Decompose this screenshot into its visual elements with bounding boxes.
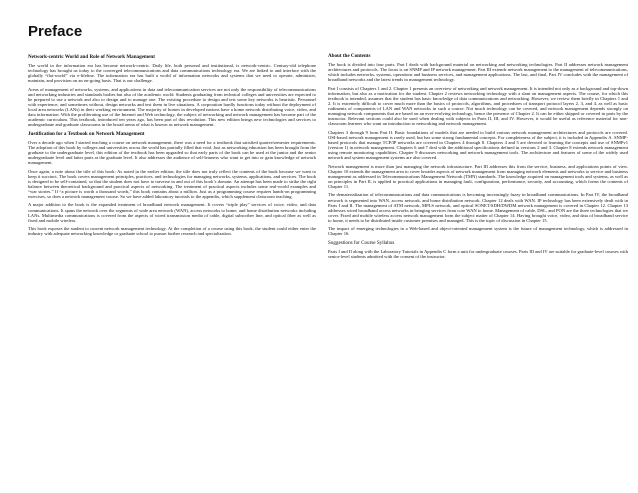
page-title: Preface bbox=[28, 23, 83, 40]
paragraph: The book is divided into four parts. Part I deals with background material on networking and networking technologies. Part II addresses network management architectures and protocols. The focus is on SNMP and IP network management. Part III extends network management to the management of telecommunications, which includes networks, systems, operations and business services, and management applications. The last, and final, Part IV concludes with the management of broadband networks and the latest trends in management technology. bbox=[328, 62, 628, 83]
section-heading-about-contents: About the Contents bbox=[328, 53, 371, 59]
paragraph: Chapters 3 through 9 form Part II. Basic foundations of models that are needed to build various network management architectures and protocols are covered. OSI-based network management is rarely used, but has some strong fundamental concepts. For completeness of the subject, it is included in Appendix A. SNMP-based protocols that manage TCP/IP networks are covered in Chapters 4 through 8. Chapters 4 and 5 are devoted to learning the concepts and use of SNMPv1 (version 1) in network management. Chapters 6 and 7 deal with the additional specifications defined in versions 2 and 3. Chapter 8 extends network management using remote monitoring capabilities. Chapter 9 discusses networking and network management tools. The architecture and features of some of the widely used network and system management systems are also covered. bbox=[328, 129, 628, 160]
paragraph: Over a decade ago when I started teaching a course on network management, there was a need for a textbook that satisfied quarter/semester requirements. The adoption of this book by colleges and universities across the world has partially filled that void. Just as networking education has been brought from the graduate to the undergraduate level, this edition of the textbook has been upgraded so that early parts of the book can be used at the junior and the senior undergraduate level and latter parts at the graduate level. It also addresses the audience of self-learners who want to get into or gain knowledge of network management. bbox=[28, 139, 316, 165]
section-heading-network-centric: Network-centric World and Role of Network Management bbox=[28, 54, 155, 60]
paragraph: A major addition to the book is the expanded treatment of broadband network management. It covers “triple play” services of voice, video, and data communications. It spans the network over the segments of wide area network (WAN), access networks to home, and home distribution networks including LANs. Multimedia communications is covered from the aspects of wired transmission media of cable, digital subscriber line, and optical fiber as well as fixed and mobile wireless. bbox=[28, 202, 316, 223]
section-heading-justification: Justification for a Textbook on Network Management bbox=[28, 130, 145, 137]
right-column bbox=[328, 53, 628, 487]
section-heading-course-syllabus: Suggestions for Course Syllabus bbox=[328, 240, 395, 247]
paragraph: This book exposes the student to current network management technology. At the completion of a course using this book, the student could either enter the industry with adequate networking knowledge or graduate school to pursue further research and specialization. bbox=[28, 226, 316, 237]
paragraph: Parts I and II along with the Laboratory Tutorials in Appendix C form a unit for undergraduate courses. Parts III and IV are suitable for graduate-level courses with senior-level students admitted with the consent of the instructor. bbox=[328, 249, 628, 260]
left-column bbox=[28, 23, 316, 487]
paragraph: Once again, a note about the title of this book: As noted in the earlier edition, the title does not truly reflect the contents of the book because we want to keep it succinct. The book covers management principles, practices, and technologies for managing networks, systems, applications, and services. The book is designed to be self-contained, so that the student does not have to traverse in and out of this book’s domain. An attempt has been made to strike the right balance between theoretical background and practical aspects of networking. The treatment of practical aspects includes some real-world examples and “war stories.” If “a picture is worth a thousand words,” this book contains about a million. Just as a programming course requires hands-on programming exercises, so does a network management course. So we have added laboratory tutorials to the appendix, which supplement classroom teaching. bbox=[28, 168, 316, 199]
paragraph: Network management is more than just managing the network infrastructure. Part III addresses this from the service, business, and applications points of view. Chapter 10 extends the management area to cover broader aspects of network management from managing network elements and networks to service and business management as addressed in Telecommunications Management Network (TMN) standards. The knowledge acquired on management tools and systems, as well as on principles in Part II, is applied to practical applications in managing fault, configuration, performance, security, and accounting, which forms the contents of Chapter 11. bbox=[328, 163, 628, 189]
paragraph: The world in the information era has become network-centric. Daily life, both personal and institutional, is network-centric. Century-old telephone technology has brought us today to the converged telecommunications and data communications technology era. We are linked to and interface with the globally “flat-world” via e-lifeline. The information era has built a world of information networks and systems that we need to operate, administer, maintain, and provision on an on-going basis. That is our challenge. bbox=[28, 63, 316, 84]
paragraph: Areas of management of networks, systems, and applications in data and telecommunication services are not only the responsibility of telecommunications and networking industries and standards bodies but also of the academic world. Students graduating from technical colleges and universities are expected to be prepared to use a network and also to design and to manage one. The existing procedure to design and test some key networks is heuristic. Personnel with experience, and sometimes without, design networks and test them in live situations. A corporation hardly functions today without the deployment of local area networks (LANs) in their working environment. The majority of homes in developed nations have a home network distributing voice, video, and data information. With the proliferating use of the Internet and Web technology, the subject of networking and network management has become part of the academic curriculum. This textbook, introduced ten years ago, has been part of this revolution. This new edition brings new technologies and services to undergraduate and graduate classrooms in the broad arena of what is known as network management. bbox=[28, 86, 316, 128]
paragraph: The dematerialization of telecommunications and data communications is becoming increasingly fuzzy in broadband communications. In Part IV, the broadband network is segmented into WAN, access network, and home distribution network. Chapter 12 deals with WAN. IP technology has been extensively dealt with in Parts I and II. The management of ATM network, MPLS network, and optical SONET/SDH/DWDM network management is covered in Chapter 12. Chapter 13 addresses wired broadband access networks in bringing services from core WAN to home. Management of cable, DSL, and PON are the three technologies that we cover. Fixed and mobile wireless access network management form the subject matter of Chapter 14. Having brought voice, video, and data of broadband service to home, it needs to be distributed inside customer premises and managed. This is the topic of discussion in Chapter 15. bbox=[328, 192, 628, 223]
paragraph: Part I consists of Chapters 1 and 2. Chapter 1 presents an overview of networking and network management. It is intended not only as a background and top-down information, but also as a motivation for the student. Chapter 2 reviews networking technology with a slant on management aspects. The course, for which this textbook is intended, assumes that the student has basic knowledge of data communications and networking. However, we review them briefly in Chapters 1 and 2. It is extremely difficult to cover much more than the basics of protocols, algorithms, and procedures of transport protocol layers 2, 3, and 4, as well as basic rudiments of components of LAN and WAN networks in such a course. Not much technology can be covered, and network management depends strongly on managing network components that are based on an ever-evolving technology, hence the presence of Chapter 2. It can be either skipped or covered in parts by the instructor. Relevant sections could also be used when dealing with subjects in Parts II, III, and IV. However, it would be useful as reference material for non-classroom learners who want an introduction to networking and network management. bbox=[328, 85, 628, 127]
paragraph: The impact of emerging technologies in a Web-based and object-oriented management system is the future of management technology, which is addressed in Chapter 16. bbox=[328, 226, 628, 237]
